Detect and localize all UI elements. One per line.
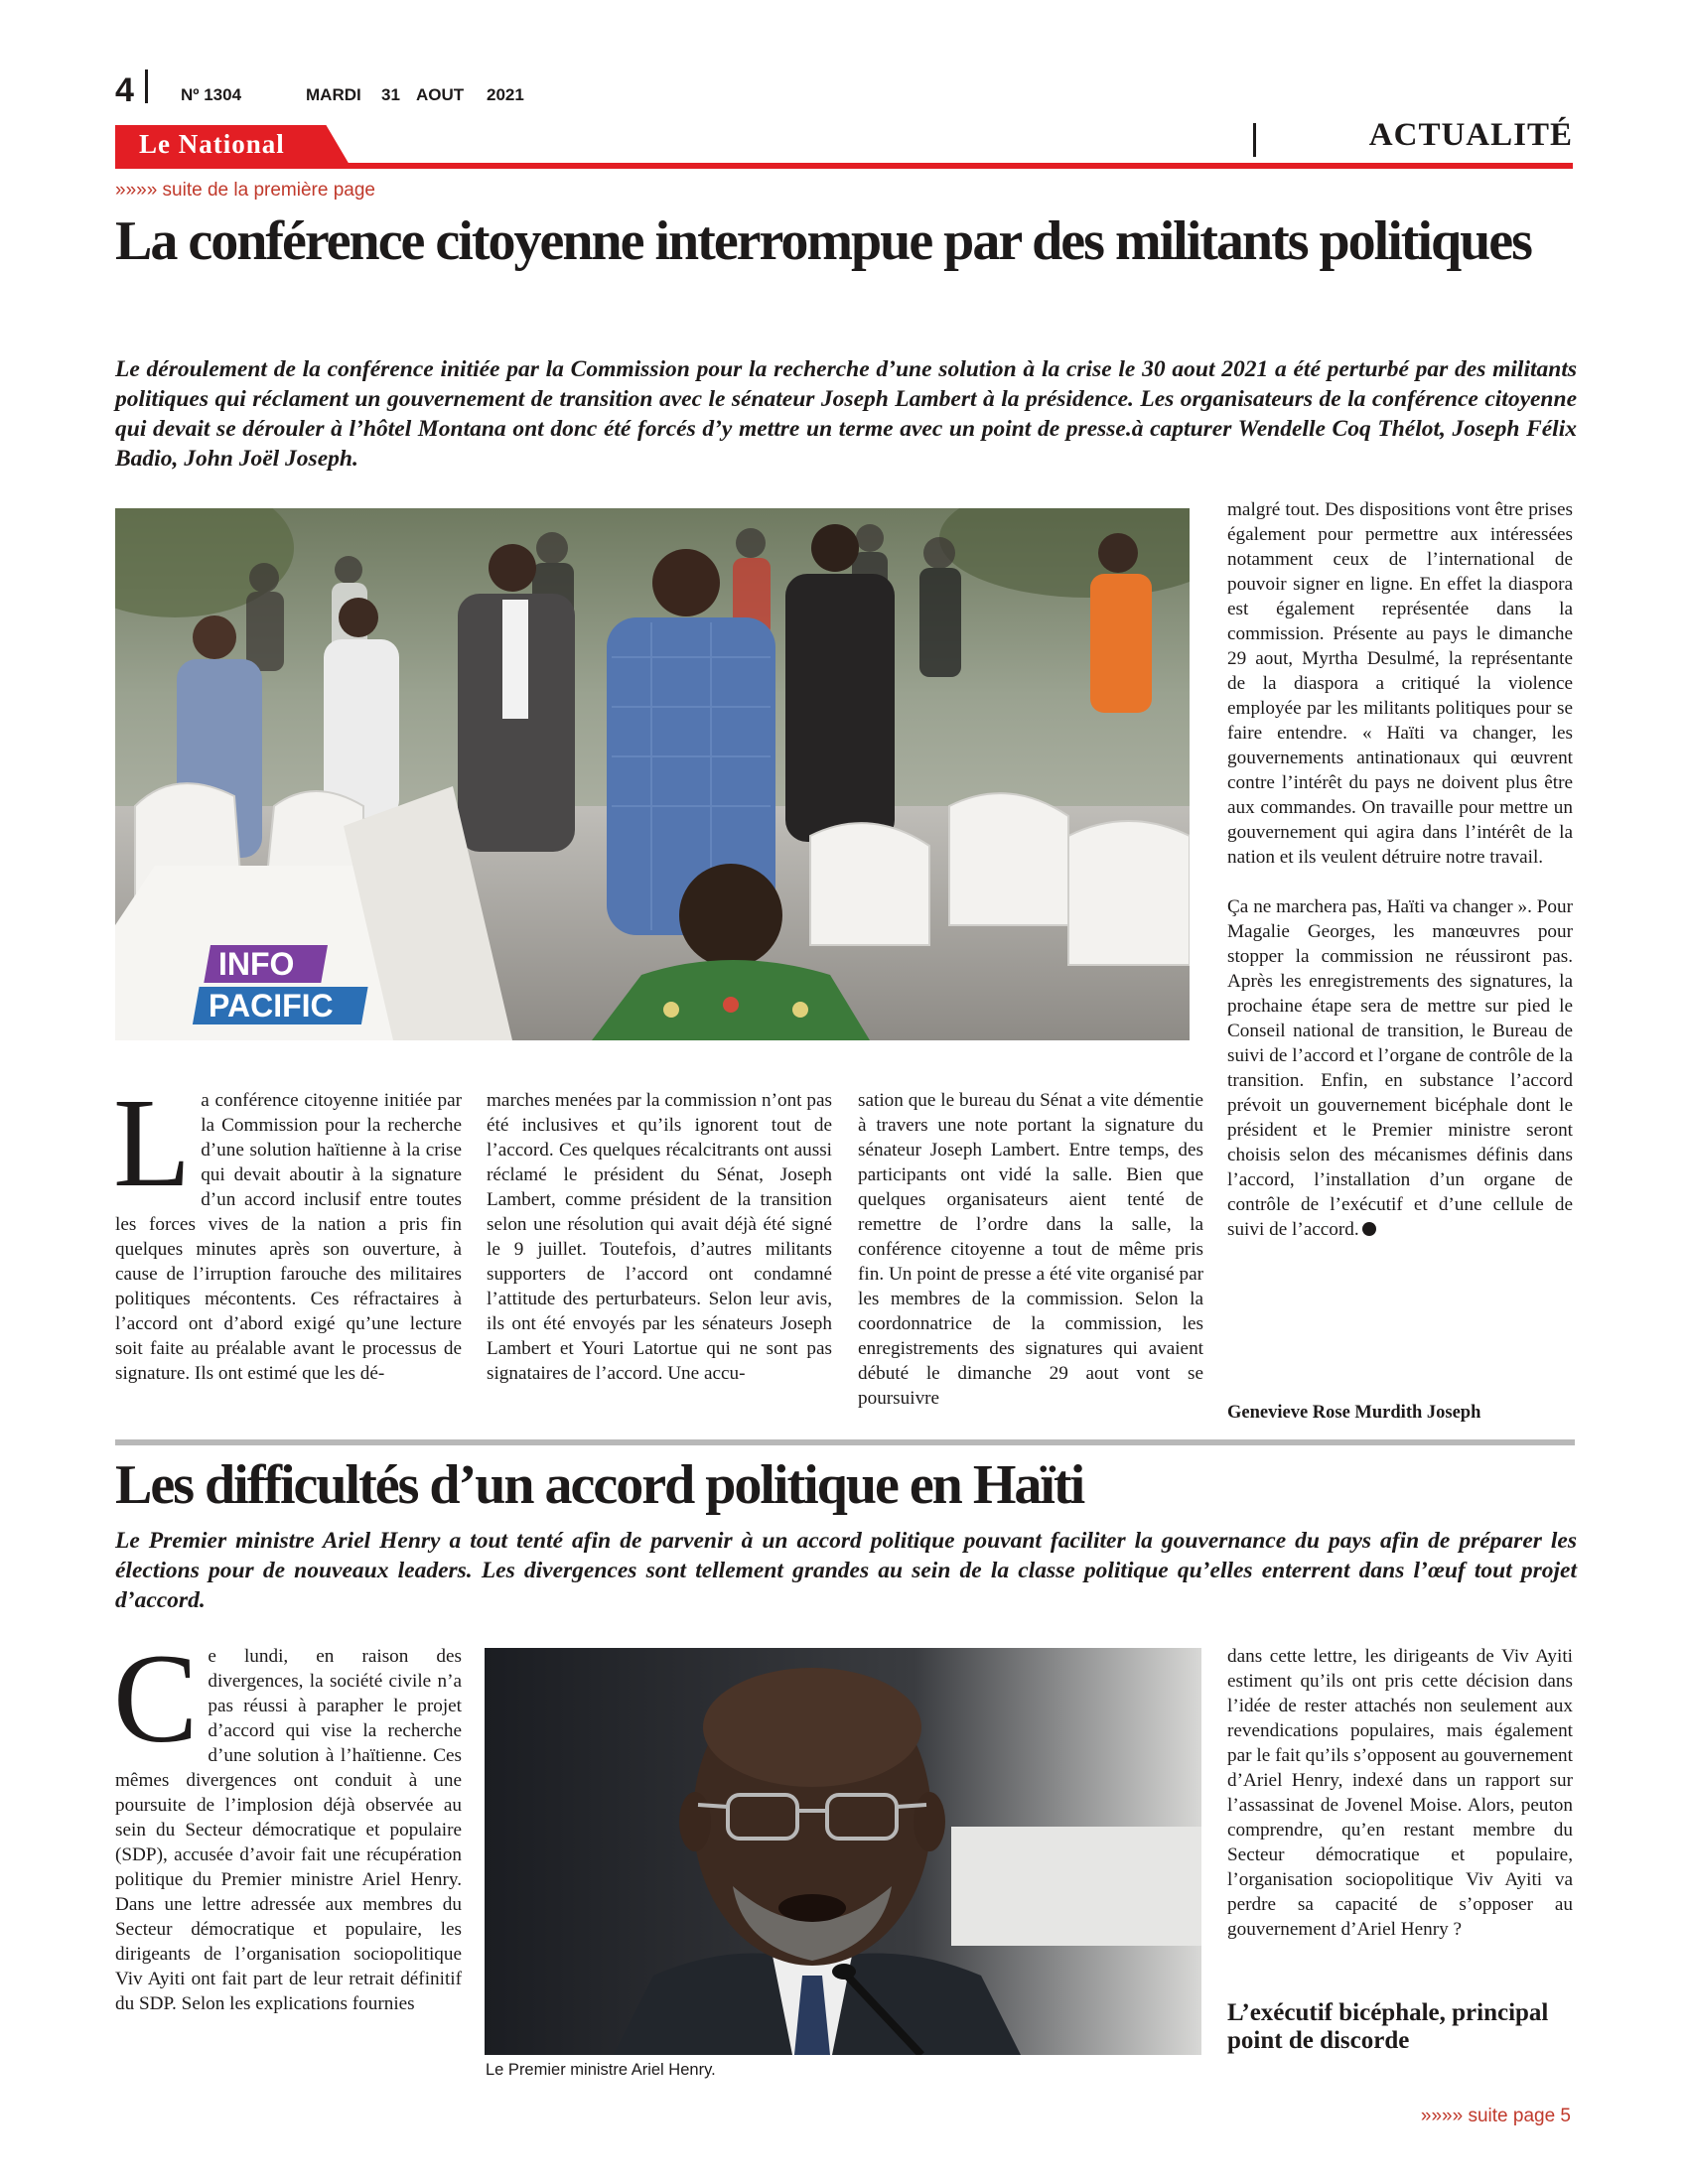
- article2-col1-text: e lundi, en raison des divergences, la société civile n’a pas réussi à parapher le projet d’accord qui vise la recherche d’une solution à l’haïtienne. Ces mêmes divergences ont conduit à une poursuite de l’implosion déjà observée au sein du Secteur démocratique et populaire (SDP), accusée d’avoir fait une récupération politique du Premier ministre Ariel Henry. Dans une lettre adressée aux membres du Secteur démocratique et populaire, les dirigeants de l’organisation sociopolitique Viv Ayiti ont fait part de leur retrait définitif du SDP. Selon les explications fournies: [115, 1646, 462, 2014]
- brand-logo: Le National: [139, 129, 285, 159]
- date-weekday: MARDI: [306, 85, 361, 104]
- article2-dropcap: C: [113, 1628, 199, 1769]
- article2-lead: Le Premier ministre Ariel Henry a tout tenté afin de parvenir à un accord politique pouvant faciliter la gouvernance du pays afin de préparer les élections pour de nouveaux leaders. Les divergences sont tellement grandes au sein de la classe politique qu’elles enterrent dans l’œuf tout projet d’accord.: [115, 1528, 1577, 1613]
- conference-photo: [115, 508, 1190, 1040]
- watermark-info: INFO: [218, 946, 295, 982]
- date-day: 31: [381, 85, 400, 104]
- end-of-article-icon: [1362, 1222, 1376, 1236]
- article2-column-1: [113, 1628, 462, 2016]
- article2-headline: Les difficultés d’un accord politique en Haïti: [115, 1454, 1084, 1516]
- article1-column-1: [113, 1072, 462, 1386]
- page-number: 4: [115, 71, 134, 109]
- article2-column-3: dans cette lettre, les dirigeants de Viv Ayiti estiment qu’ils ont pris cette décision dans l’idée de rester attachés non seulement aux revendications populaires, mais également par le fait qu’ils s’opposent au gouvernement d’Ariel Henry, indexé dans un rapport sur l’assassinat de Jovenel Moise. Alors, peuton comprendre, qu’en restant membre du Secteur démocratique et populaire, l’organisation sociopolitique Viv Ayiti va perdre sa capacité de s’opposer au gouvernement d’Ariel Henry ?: [1227, 1646, 1573, 1940]
- section-label: ACTUALITÉ: [1368, 117, 1573, 153]
- article1-dropcap: L: [113, 1072, 192, 1213]
- continued-to-link[interactable]: »»»» suite page 5: [1420, 2106, 1571, 2126]
- article1-byline: Genevieve Rose Murdith Joseph: [1227, 1403, 1481, 1423]
- date-year: 2021: [487, 85, 524, 104]
- article-separator: [115, 1439, 1575, 1445]
- continued-from-link[interactable]: »»»» suite de la première page: [115, 180, 375, 201]
- page-number-divider: [145, 69, 148, 103]
- article1-col4-paragraph-1: malgré tout. Des dispositions vont être prises également pour permettre aux intéressées notamment ceux de l’international de pouvoir signer en ligne. En effet la diaspora est également représentée dans la commission. Présente au pays le dimanche 29 aout, Myrtha Desulmé, la représentante de la diaspora a critiqué la violence employée par les militants politiques pour se faire entendre. « Haïti va changer, les gouvernements antinationaux qui œuvrent contre l’intérêt du pays ne doivent plus être aux commandes. On travaille pour mettre un gouvernement qui agira dans l’intérêt de la nation et ils veulent détruire notre travail.: [1227, 499, 1573, 868]
- article1-column-3: sation que le bureau du Sénat a vite démentie à travers une note portant la signature du sénateur Joseph Lambert. Entre temps, des participants ont vidé la salle. Bien que quelques organisateurs aient tenté de remettre de l’ordre dans la salle, la conférence citoyenne a tout de même pris fin. Un point de presse a été vite organisé par les membres de la commission. Selon la coordonnatrice de la commission, les enregistrements des signatures qui avaient débuté le dimanche 29 aout vont se poursuivre: [858, 1090, 1203, 1409]
- article1-column-2: marches menées par la commission n’ont pas été inclusives et qu’ils ignorent tout de l’accord. Ces quelques récalcitrants ont aussi réclamé le président du Sénat, Joseph Lambert, comme président de la transition selon une résolution qui avait déjà été signé le 9 juillet. Toutefois, d’autres militants supporters de l’accord ont condamné l’attitude des perturbateurs. Selon leur avis, ils ont été envoyés par les sénateurs Joseph Lambert et Youri Latortue qui ne sont pas signataires de l’accord. Une accu-: [487, 1090, 832, 1384]
- issue-number: Nº 1304: [181, 85, 242, 104]
- prime-minister-photo: [485, 1648, 1201, 2055]
- article1-headline: La conférence citoyenne interrompue par des militants politiques: [115, 210, 1531, 272]
- date-month: AOUT: [416, 85, 465, 104]
- photo-caption: Le Premier ministre Ariel Henry.: [486, 2061, 716, 2079]
- article1-col1-text: a conférence citoyenne initiée par la Commission pour la recherche d’une solution haïtienne à la crise qui devait aboutir à la signature d’un accord inclusif entre toutes les forces vives de la nation a pris fin quelques minutes après son ouverture, à cause de l’irruption farouche des militaires politiques mécontents. Ces réfractaires à l’accord ont d’abord exigé qu’une lecture soit faite au préalable avant le processus de signature. Ils ont estimé que les dé-: [115, 1090, 462, 1384]
- article1-col4-paragraph-2: Ça ne marchera pas, Haïti va changer ». Pour Magalie Georges, les manœuvres pour stopper la commission ne réussiront pas. Après les enregistrements des signatures, la prochaine étape sera de mettre sur pied le Conseil national de transition, le Bureau de suivi de l’accord et l’organe de contrôle de la transition. Enfin, en substance l’accord prévoit un gouvernement bicéphale dont le président et le Premier ministre seront choisis selon des mécanismes définis dans l’accord, l’installation d’un organe de contrôle de l’exécutif et d’une cellule de suivi de l’accord.: [1227, 896, 1573, 1240]
- article1-column-4: [1227, 497, 1573, 1242]
- article1-lead: Le déroulement de la conférence initiée par la Commission pour la recherche d’une solution à la crise le 30 aout 2021 a été perturbé par des militants politiques qui réclament un gouvernement de transition avec le sénateur Joseph Lambert à la présidence. Les organisateurs de la conférence citoyenne qui devait se dérouler à l’hôtel Montana ont donc été forcés d’y mettre un terme avec un point de presse.à capturer Wendelle Coq Thélot, Joseph Félix Badio, John Joël Joseph.: [115, 356, 1577, 472]
- watermark-pacific: PACIFIC: [209, 988, 334, 1024]
- header-rule: [115, 163, 1573, 169]
- article2-subhead: L’exécutif bicéphale, principal point de discorde: [1227, 1999, 1549, 2054]
- section-divider: [1253, 123, 1256, 157]
